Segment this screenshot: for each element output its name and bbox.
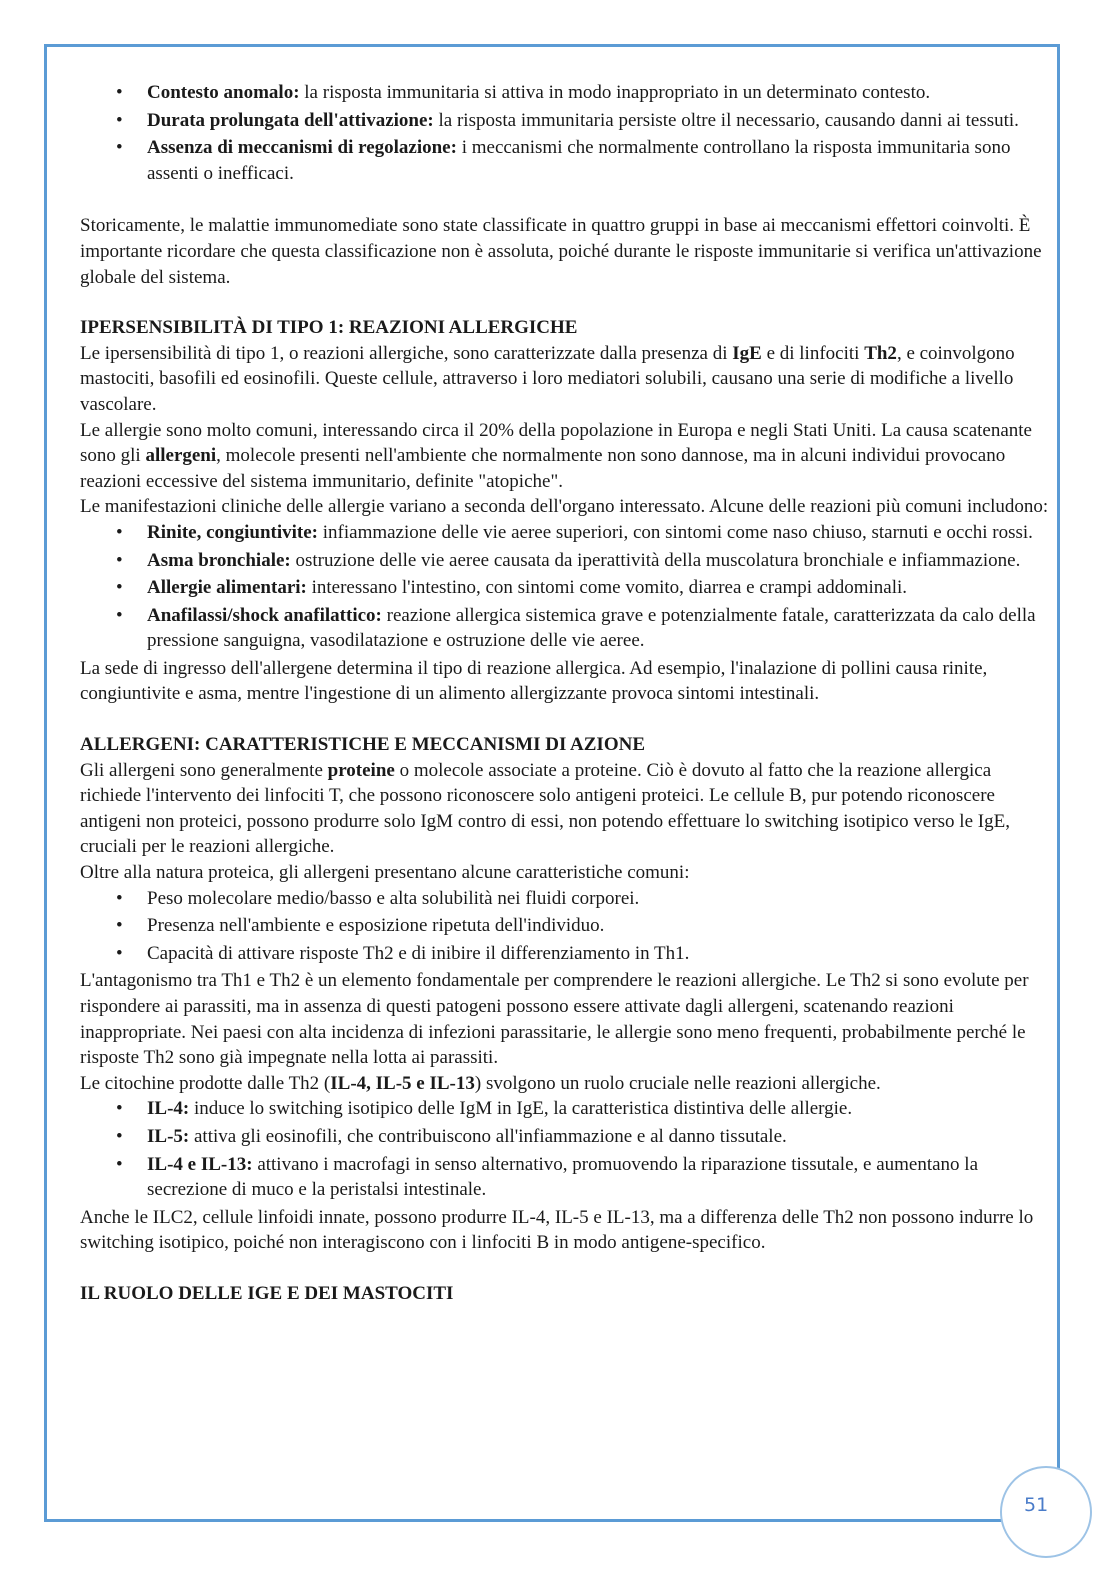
list-item [80,135,1055,186]
section-heading: ALLERGENI: CARATTERISTICHE E MECCANISMI DI AZIONE [80,734,645,756]
text-run: , molecole presenti nell'ambiente che normalmente non sono dannose, ma in alcuni individui provocano reazioni eccessive del sistema immunitario, definite "atopiche". [80,445,1006,492]
bullet-term: IL-4 e IL-13: [147,1153,253,1175]
bullet-text: reazione allergica sistemica grave e potenzialmente fatale, caratterizzata da calo della pressione sanguigna, vasodilatazione e ostruzione delle vie aeree. [147,604,1036,652]
paragraph: Oltre alla natura proteica, gli allergeni presentano alcune caratteristiche comuni: [80,862,690,884]
bullet-icon: • [116,604,123,626]
paragraph [80,758,1055,860]
bullet-icon: • [116,109,123,131]
bullet-term: Asma bronchiale: [147,549,291,571]
bullet-term: Allergie alimentari: [147,577,307,599]
bullet-term: Assenza di meccanismi di regolazione: [147,137,457,159]
bullet-icon: • [116,521,123,543]
text-run: e di linfociti [761,342,865,364]
bold-term: Th2 [864,342,897,364]
bullet-term: Durata prolungata dell'attivazione: [147,109,434,131]
bullet-icon: • [116,1153,123,1175]
bullet-icon: • [116,577,123,599]
bullet-text: induce lo switching isotipico delle IgM in IgE, la caratteristica distintiva delle allergie. [189,1098,853,1120]
text-run: Le ipersensibilità di tipo 1, o reazioni allergiche, sono caratterizzate dalla presenza di [80,342,733,364]
allergen-traits-list [80,886,1055,967]
text-run: Le allergie sono molto comuni, interessando circa il 20% della popolazione in Europa e negli Stati Uniti. La causa scatenante sono gli [80,419,1032,467]
symptom-bullet-list [80,520,1055,654]
bullet-icon: • [116,915,123,937]
bullet-term: Contesto anomalo: [147,82,300,103]
bullet-text: la risposta immunitaria persiste oltre il necessario, causando danni ai tessuti. [433,109,1019,131]
bullet-text: i meccanismi che normalmente controllano la risposta immunitaria sono assenti o inefficaci. [147,137,1011,184]
list-item [80,1152,1055,1203]
bold-term: allergeni [145,445,217,467]
list-item [80,520,1055,546]
bullet-text: interessano l'intestino, con sintomi come vomito, diarrea e crampi addominali. [306,577,908,599]
intro-bullet-list [80,80,1055,186]
bullet-icon: • [116,887,123,909]
bullet-term: Rinite, congiuntivite: [147,521,318,543]
bullet-text: Peso molecolare medio/basso e alta solubilità nei fluidi corporei. [147,887,640,909]
bullet-term: IL-5: [147,1125,190,1147]
document-body [80,80,1055,1307]
bullet-icon: • [116,1098,123,1120]
bold-term: IL-4, IL-5 e IL-13 [330,1072,475,1094]
text-run: , e coinvolgono mastociti, basofili ed eosinofili. Queste cellule, attraverso i loro mediatori solubili, causano una serie di modifiche a livello vascolare. [80,342,1015,415]
bold-term: proteine [327,759,395,781]
bullet-text: Capacità di attivare risposte Th2 e di inibire il differenziamento in Th1. [147,942,690,964]
text-run: Gli allergeni sono generalmente [80,759,328,781]
list-item [80,886,1055,912]
list-item [80,80,1055,106]
bullet-text: attiva gli eosinofili, che contribuiscono all'infiammazione e al danno tissutale. [189,1125,787,1147]
page-number: 51 [1024,1494,1049,1516]
bullet-icon: • [116,549,123,571]
list-item [80,108,1055,134]
bullet-text: infiammazione delle vie aeree superiori, con sintomi come naso chiuso, starnuti e occhi rossi. [318,521,1033,543]
list-item [80,1096,1055,1122]
paragraph: Storicamente, le malattie immunomediate sono state classificate in quattro gruppi in base ai meccanismi effettori coinvolti. È importante ricordare che questa classificazione non è assoluta, poiché durante le risposte immunitarie si verifica un'attivazione globale del sistema. [80,215,1042,288]
paragraph [80,1071,1055,1097]
bullet-term: IL-4: [147,1098,190,1120]
paragraph: L'antagonismo tra Th1 e Th2 è un elemento fondamentale per comprendere le reazioni allergiche. Le Th2 si sono evolute per rispondere ai parassiti, ma in assenza di questi patogeni possono essere attivate dagli allergeni, scatenando reazioni inappropriate. Nei paesi con alta incidenza di infezioni parassitarie, le allergie sono meno frequenti, probabilmente perché le risposte Th2 sono già impegnate nella lotta ai parassiti. [80,970,1029,1069]
bullet-text: Presenza nell'ambiente e esposizione ripetuta dell'individuo. [147,915,605,937]
section-heading: IPERSENSIBILITÀ DI TIPO 1: REAZIONI ALLERGICHE [80,317,578,339]
bold-term: IgE [732,342,762,364]
list-item [80,941,1055,967]
list-item [80,913,1055,939]
bullet-icon: • [116,82,123,103]
list-item [80,548,1055,574]
paragraph [80,341,1055,418]
list-item [80,575,1055,601]
paragraph: Le manifestazioni cliniche delle allergie variano a seconda dell'organo interessato. Alcune delle reazioni più comuni includono: [80,496,1049,518]
bullet-text: la risposta immunitaria si attiva in modo inappropriato in un determinato contesto. [299,82,931,103]
paragraph [80,418,1055,495]
paragraph: Anche le ILC2, cellule linfoidi innate, possono produrre IL-4, IL-5 e IL-13, ma a differenza delle Th2 non possono indurre lo switching isotipico, poiché non interagiscono con i linfociti B in modo antigene-specifico. [80,1206,1034,1254]
text-run: ) svolgono un ruolo cruciale nelle reazioni allergiche. [474,1072,881,1094]
bullet-icon: • [116,942,123,964]
bullet-icon: • [116,137,123,159]
bullet-icon: • [116,1125,123,1147]
section-heading: IL RUOLO DELLE IGE E DEI MASTOCITI [80,1282,454,1304]
bullet-term: Anafilassi/shock anafilattico: [147,604,382,626]
paragraph: La sede di ingresso dell'allergene determina il tipo di reazione allergica. Ad esempio, l'inalazione di pollini causa rinite, congiuntivite e asma, mentre l'ingestione di un alimento allergizzante provoca sintomi intestinali. [80,657,988,705]
list-item [80,603,1055,654]
text-run: o molecole associate a proteine. Ciò è dovuto al fatto che la reazione allergica richiede l'intervento dei linfociti T, che possono riconoscere solo antigeni proteici. Le cellule B, pur potendo riconoscere antigeni non proteici, possono produrre solo IgM contro di essi, non potendo effettuare lo switching isotipico verso le IgE, cruciali per le reazioni allergiche. [80,759,1010,858]
text-run: Le citochine prodotte dalle Th2 ( [80,1072,331,1094]
cytokine-bullet-list [80,1096,1055,1202]
bullet-text: ostruzione delle vie aeree causata da iperattività della muscolatura bronchiale e infiammazione. [290,549,1021,571]
list-item [80,1124,1055,1150]
bullet-text: attivano i macrofagi in senso alternativo, promuovendo la riparazione tissutale, e aumentano la secrezione di muco e la peristalsi intestinale. [147,1153,979,1201]
